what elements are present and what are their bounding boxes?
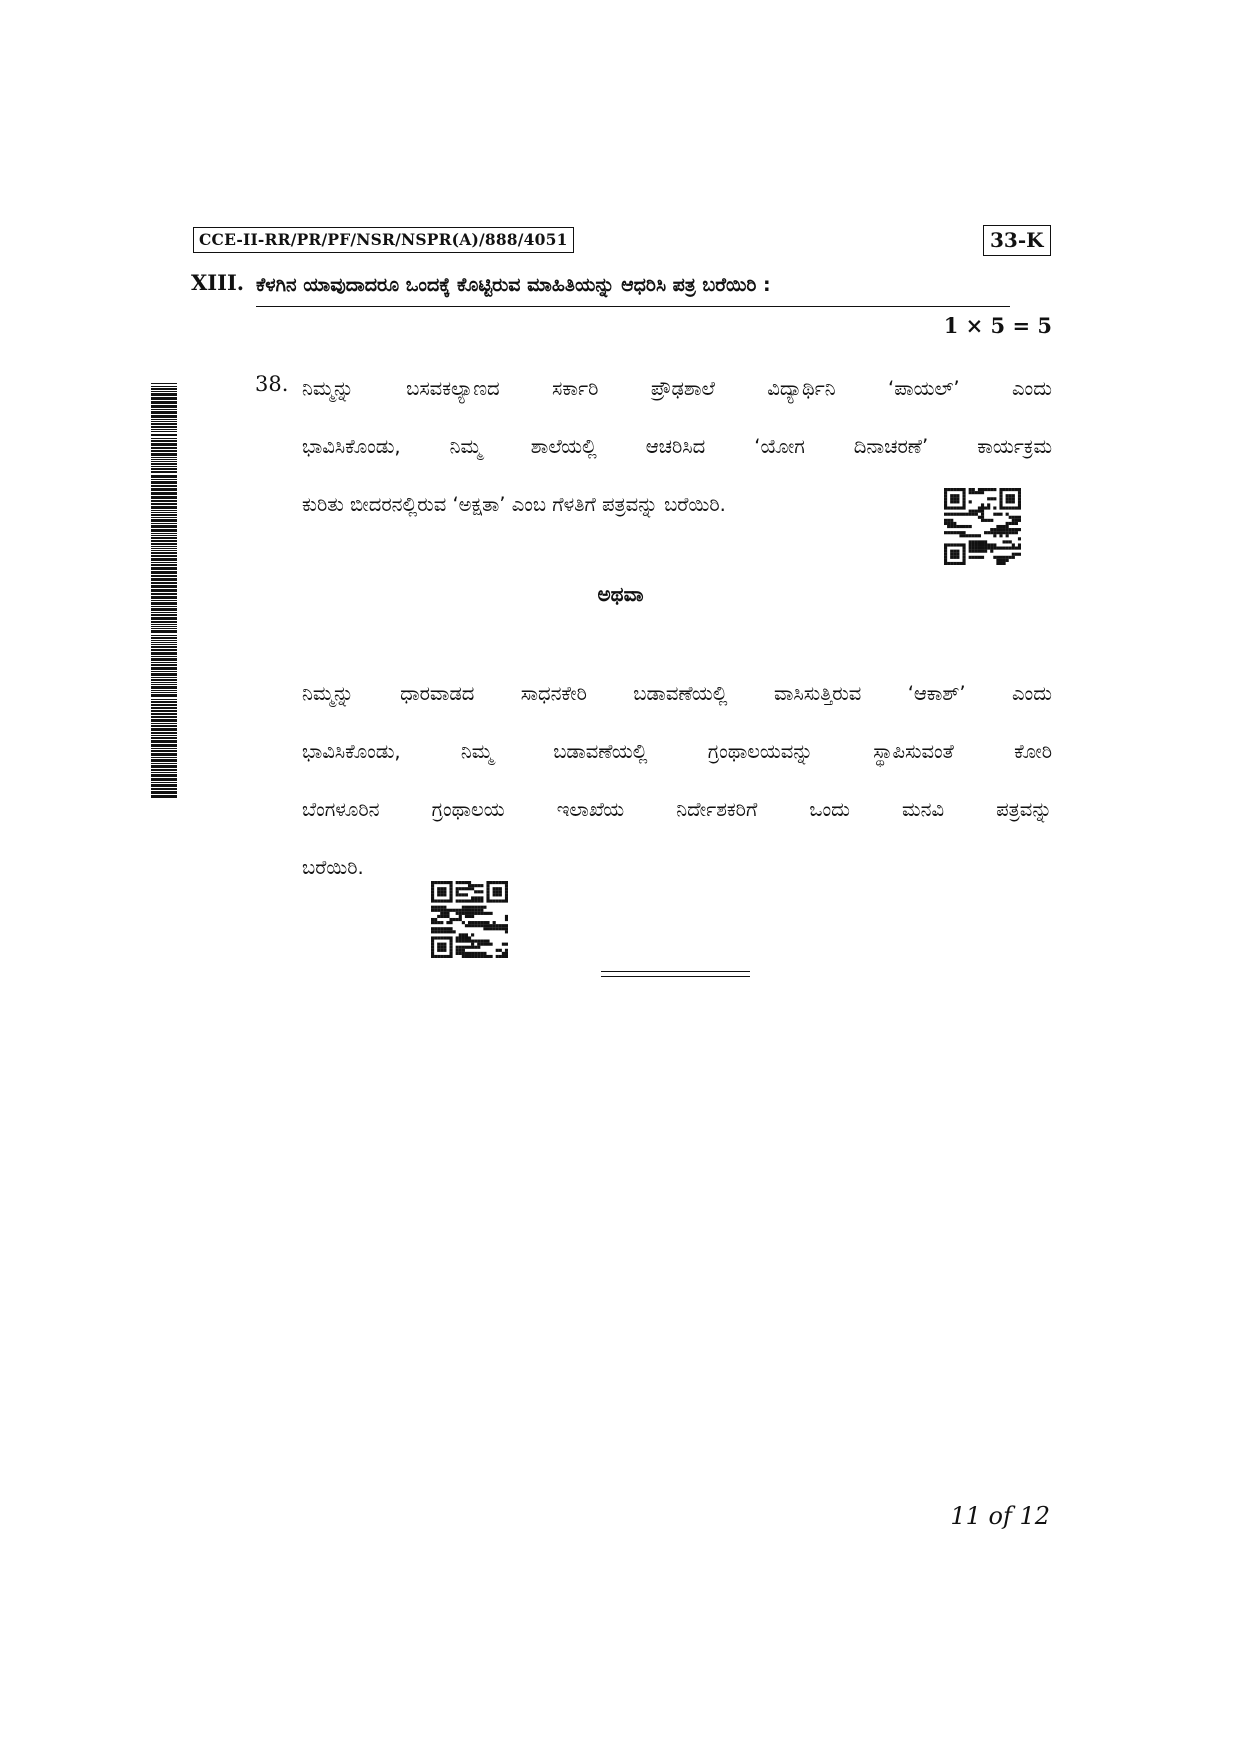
- option-b-line: ಬರೆಯಿರಿ.: [302, 856, 364, 879]
- section-instruction: ಕೆಳಗಿನ ಯಾವುದಾದರೂ ಒಂದಕ್ಕೆ ಕೊಟ್ಟಿರುವ ಮಾಹಿತಿಯನ್ನು ಆಧರಿಸಿ ಪತ್ರ ಬರೆಯಿರಿ :: [256, 274, 771, 296]
- qr-code-icon: [944, 488, 1021, 565]
- end-rule: [601, 971, 750, 972]
- option-b-line: ನಿಮ್ಮನ್ನು ಧಾರವಾಡದ ಸಾಧನಕೇರಿ ಬಡಾವಣೆಯಲ್ಲಿ ವಾಸಿಸುತ್ತಿರುವ ‘ಆಕಾಶ್’ ಎಂದು: [302, 682, 1052, 705]
- section-number: XIII.: [191, 270, 245, 295]
- option-a-line: ನಿಮ್ಮನ್ನು ಬಸವಕಲ್ಯಾಣದ ಸರ್ಕಾರಿ ಪ್ರೌಢಶಾಲೆ ವಿದ್ಯಾರ್ಥಿನಿ ‘ಪಾಯಲ್’ ಎಂದು: [302, 377, 1052, 400]
- end-rule: [601, 976, 750, 977]
- option-b-line: ಬೆಂಗಳೂರಿನ ಗ್ರಂಥಾಲಯ ಇಲಾಖೆಯ ನಿರ್ದೇಶಕರಿಗೆ ಒಂದು ಮನವಿ ಪತ್ರವನ್ನು: [302, 798, 1052, 821]
- paper-code: CCE-II-RR/PR/PF/NSR/NSPR(A)/888/4051: [193, 227, 574, 253]
- or-separator: ಅಥವಾ: [597, 582, 644, 606]
- question-option-b: [302, 675, 1052, 907]
- option-a-line: ಕುರಿತು ಬೀದರನಲ್ಲಿರುವ ‘ಅಕ್ಷತಾ’ ಎಂಬ ಗೆಳತಿಗೆ ಪತ್ರವನ್ನು ಬರೆಯಿರಿ.: [302, 493, 726, 516]
- page-number: 11 of 12: [950, 1502, 1050, 1530]
- section-underline: [256, 306, 1010, 307]
- option-b-line: ಭಾವಿಸಿಕೊಂಡು, ನಿಮ್ಮ ಬಡಾವಣೆಯಲ್ಲಿ ಗ್ರಂಥಾಲಯವನ್ನು ಸ್ಥಾಪಿಸುವಂತೆ ಕೋರಿ: [302, 740, 1052, 763]
- option-a-line: ಭಾವಿಸಿಕೊಂಡು, ನಿಮ್ಮ ಶಾಲೆಯಲ್ಲಿ ಆಚರಿಸಿದ ‘ಯೋಗ ದಿನಾಚರಣೆ’ ಕಾರ್ಯಕ್ರಮ: [302, 435, 1052, 458]
- qr-code-icon: [431, 881, 508, 958]
- marks-allotment: 1 × 5 = 5: [943, 313, 1052, 338]
- paper-id-badge: 33-K: [983, 225, 1051, 256]
- question-number: 38.: [255, 372, 289, 396]
- question-option-a: [302, 370, 1052, 544]
